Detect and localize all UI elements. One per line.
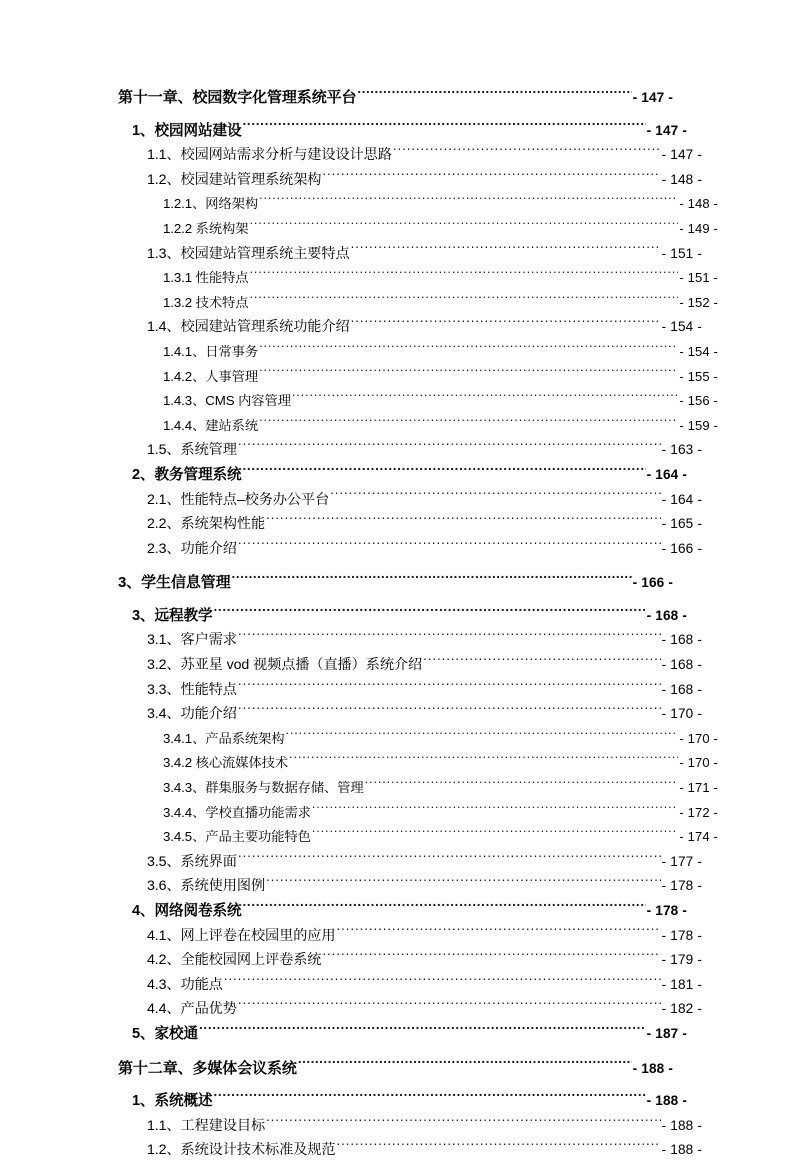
toc-entry-page-number: - 188 - — [646, 1093, 687, 1109]
toc-entry[interactable] — [118, 801, 718, 826]
toc-entry[interactable] — [118, 242, 702, 267]
toc-dot-leader — [322, 950, 660, 964]
toc-entry-page-number: - 188 - — [661, 1142, 702, 1158]
toc-entry-title: 1.3、校园建站管理系统主要特点 — [147, 245, 350, 262]
toc-entry[interactable] — [118, 997, 702, 1022]
toc-dot-leader — [242, 120, 645, 135]
toc-entry[interactable] — [118, 512, 702, 537]
toc-entry-title: 1、校园网站建设 — [132, 122, 242, 139]
toc-entry[interactable] — [118, 850, 702, 875]
toc-dot-leader — [298, 1058, 632, 1073]
toc-entry[interactable] — [118, 291, 718, 316]
toc-entry[interactable] — [118, 776, 718, 801]
toc-entry-title: 1.3.2 技术特点 — [163, 294, 249, 310]
toc-entry-title: 3.4.5、产品主要功能特色 — [163, 829, 311, 845]
toc-entry[interactable] — [118, 628, 702, 653]
toc-entry[interactable] — [118, 1057, 673, 1082]
toc-dot-leader — [214, 1091, 646, 1106]
toc-entry-title: 3.6、系统使用图例 — [147, 878, 266, 895]
toc-dot-leader — [322, 170, 660, 184]
toc-entry-page-number: - 166 - — [661, 540, 702, 556]
toc-entry[interactable] — [118, 751, 718, 776]
toc-entry-title: 1.5、系统管理 — [147, 442, 237, 459]
toc-entry-title: 第十二章、多媒体会议系统 — [118, 1059, 297, 1077]
toc-entry-page-number: - 166 - — [632, 575, 673, 591]
toc-entry[interactable] — [118, 1089, 687, 1114]
toc-entry[interactable] — [118, 924, 702, 949]
toc-dot-leader — [266, 1116, 661, 1130]
toc-entry-title: 1.3.1 性能特点 — [163, 270, 249, 286]
toc-dot-leader — [312, 803, 679, 816]
toc-entry-title: 1.4.1、日常事务 — [163, 343, 259, 359]
toc-entry-page-number: - 168 - — [661, 657, 702, 673]
toc-entry[interactable] — [118, 537, 702, 562]
toc-entry[interactable] — [118, 571, 673, 596]
toc-dot-leader — [289, 754, 678, 767]
toc-entry-page-number: - 168 - — [661, 681, 702, 697]
toc-dot-leader — [232, 572, 632, 587]
toc-dot-leader — [266, 514, 661, 528]
toc-entry[interactable] — [118, 143, 702, 168]
toc-entry-page-number: - 170 - — [661, 706, 702, 722]
toc-entry[interactable] — [118, 168, 702, 193]
toc-entry-title: 3.4.1、产品系统架构 — [163, 730, 285, 746]
toc-entry-title: 3.4.4、学校直播功能需求 — [163, 804, 311, 820]
toc-entry[interactable] — [118, 948, 702, 973]
toc-entry-page-number: - 171 - — [679, 780, 718, 796]
toc-dot-leader — [238, 630, 661, 644]
toc-dot-leader — [238, 679, 661, 693]
toc-entry-title: 3.2、苏亚星 vod 视频点播（直播）系统介绍 — [147, 657, 423, 674]
toc-entry-page-number: - 182 - — [661, 1001, 702, 1017]
toc-dot-leader — [330, 489, 660, 503]
toc-entry-title: 1.2.1、网络架构 — [163, 196, 259, 212]
toc-dot-leader — [312, 828, 679, 841]
toc-entry-page-number: - 178 - — [646, 903, 687, 918]
toc-dot-leader — [357, 87, 631, 102]
toc-entry-page-number: - 179 - — [661, 952, 702, 968]
toc-entry[interactable] — [118, 678, 702, 703]
toc-entry-title: 第十一章、校园数字化管理系统平台 — [118, 89, 357, 106]
toc-entry-title: 1.4.3、CMS 内容管理 — [163, 393, 291, 409]
toc-dot-leader — [199, 1023, 646, 1038]
toc-entry[interactable] — [118, 1114, 702, 1139]
toc-entry[interactable] — [118, 874, 702, 899]
toc-entry[interactable] — [118, 192, 718, 217]
toc-entry-page-number: - 163 - — [661, 442, 702, 458]
toc-entry-page-number: - 187 - — [646, 1025, 687, 1041]
toc-entry-title: 1.4、校园建站管理系统功能介绍 — [147, 319, 350, 336]
toc-entry-page-number: - 168 - — [646, 607, 687, 623]
toc-dot-leader — [249, 293, 678, 306]
toc-entry[interactable] — [118, 365, 718, 390]
toc-dot-leader — [393, 145, 661, 159]
toc-entry-page-number: - 147 - — [632, 90, 673, 105]
toc-entry-page-number: - 177 - — [661, 853, 702, 869]
toc-entry-title: 2、教务管理系统 — [132, 466, 242, 483]
toc-dot-leader — [238, 704, 661, 718]
toc-dot-leader — [238, 440, 661, 454]
toc-dot-leader — [238, 539, 661, 553]
toc-dot-leader — [224, 975, 661, 989]
toc-entry-title: 2.3、功能介绍 — [147, 540, 237, 557]
toc-entry-title: 2.1、性能特点–校务办公平台 — [147, 491, 330, 508]
toc-entry-page-number: - 178 - — [661, 878, 702, 894]
toc-entry[interactable] — [118, 653, 702, 678]
toc-entry-title: 1.2.2 系统构架 — [163, 220, 249, 236]
toc-entry-page-number: - 147 - — [661, 147, 702, 163]
toc-dot-leader — [351, 317, 661, 331]
toc-entry[interactable] — [118, 119, 687, 144]
toc-dot-leader — [292, 392, 678, 405]
toc-dot-leader — [259, 416, 678, 429]
toc-entry[interactable] — [118, 899, 687, 924]
toc-entry-title: 2.2、系统架构性能 — [147, 516, 266, 533]
toc-entry-page-number: - 178 - — [661, 927, 702, 943]
toc-entry[interactable] — [118, 702, 702, 727]
toc-entry[interactable] — [118, 825, 718, 850]
toc-dot-leader — [259, 343, 678, 356]
toc-entry-title: 5、家校通 — [132, 1025, 198, 1042]
table-of-contents — [118, 86, 718, 1163]
toc-entry-title: 1.2、系统设计技术标准及规范 — [147, 1142, 336, 1159]
toc-entry-title: 1.4.2、人事管理 — [163, 368, 259, 384]
toc-entry-page-number: - 181 - — [661, 976, 702, 992]
toc-entry-page-number: - 148 - — [679, 196, 718, 212]
toc-entry-page-number: - 188 - — [632, 1060, 673, 1076]
toc-entry[interactable] — [118, 266, 718, 291]
toc-entry[interactable] — [118, 604, 687, 629]
toc-entry-page-number: - 164 - — [661, 491, 702, 507]
toc-entry-page-number: - 170 - — [679, 730, 718, 746]
toc-dot-leader — [238, 852, 661, 866]
toc-entry-title: 1.2、校园建站管理系统架构 — [147, 171, 322, 188]
toc-entry-page-number: - 159 - — [679, 417, 718, 433]
toc-dot-leader — [351, 243, 661, 257]
toc-dot-leader — [423, 655, 661, 669]
toc-entry[interactable] — [118, 1022, 687, 1047]
toc-entry-page-number: - 168 - — [661, 632, 702, 648]
toc-entry[interactable] — [118, 217, 718, 242]
toc-dot-leader — [336, 925, 660, 939]
toc-entry-title: 3、远程教学 — [132, 607, 213, 624]
toc-entry[interactable] — [118, 1138, 702, 1163]
toc-entry[interactable] — [118, 389, 718, 414]
toc-entry-page-number: - 151 - — [661, 245, 702, 261]
toc-entry-title: 3、学生信息管理 — [118, 574, 231, 592]
toc-entry-title: 3.4、功能介绍 — [147, 706, 237, 723]
toc-entry-page-number: - 188 - — [661, 1117, 702, 1133]
toc-entry-title: 1、系统概述 — [132, 1093, 213, 1110]
toc-entry-page-number: - 172 - — [679, 804, 718, 820]
toc-dot-leader — [242, 464, 645, 479]
toc-entry-page-number: - 154 - — [679, 343, 718, 359]
toc-entry[interactable] — [118, 727, 718, 752]
toc-entry-page-number: - 170 - — [679, 755, 718, 771]
toc-dot-leader — [242, 900, 645, 915]
toc-entry[interactable] — [118, 973, 702, 998]
toc-dot-leader — [259, 367, 678, 380]
toc-entry-page-number: - 164 - — [646, 466, 687, 482]
toc-entry[interactable] — [118, 315, 702, 340]
toc-dot-leader — [285, 730, 678, 743]
toc-entry-page-number: - 155 - — [679, 368, 718, 384]
toc-entry-title: 4.1、网上评卷在校园里的应用 — [147, 927, 336, 944]
toc-dot-leader — [266, 876, 661, 890]
toc-entry-title: 3.3、性能特点 — [147, 681, 237, 698]
toc-entry-title: 1.4.4、建站系统 — [163, 417, 259, 433]
toc-entry-title: 3.5、系统界面 — [147, 853, 237, 870]
toc-entry-page-number: - 154 - — [661, 319, 702, 335]
toc-entry[interactable] — [118, 340, 718, 365]
toc-entry-title: 3.4.3、群集服务与数据存储、管理 — [163, 780, 364, 796]
toc-entry[interactable] — [118, 414, 718, 439]
toc-entry[interactable] — [118, 463, 687, 488]
toc-entry-page-number: - 148 - — [661, 171, 702, 187]
toc-entry-title: 1.1、工程建设目标 — [147, 1117, 266, 1134]
toc-dot-leader — [249, 269, 678, 282]
toc-dot-leader — [336, 1140, 660, 1154]
toc-entry-page-number: - 147 - — [646, 122, 687, 138]
toc-entry-title: 4.3、功能点 — [147, 976, 223, 993]
toc-entry[interactable] — [118, 438, 702, 463]
toc-entry[interactable] — [118, 86, 673, 111]
toc-dot-leader — [365, 779, 679, 792]
toc-entry-page-number: - 174 - — [679, 829, 718, 845]
toc-entry-page-number: - 149 - — [679, 220, 718, 236]
toc-entry-page-number: - 156 - — [679, 393, 718, 409]
toc-entry-title: 3.1、客户需求 — [147, 632, 237, 649]
toc-entry-page-number: - 151 - — [679, 270, 718, 286]
toc-entry-title: 4.2、全能校园网上评卷系统 — [147, 952, 322, 969]
toc-entry[interactable] — [118, 488, 702, 513]
toc-dot-leader — [259, 195, 678, 208]
toc-entry-title: 4.4、产品优势 — [147, 1001, 237, 1018]
toc-entry-page-number: - 165 - — [661, 516, 702, 532]
toc-entry-title: 3.4.2 核心流媒体技术 — [163, 755, 289, 771]
toc-entry-title: 1.1、校园网站需求分析与建设设计思路 — [147, 147, 392, 164]
toc-entry-title: 4、网络阅卷系统 — [132, 903, 242, 919]
toc-dot-leader — [249, 220, 678, 233]
toc-dot-leader — [214, 605, 646, 620]
toc-dot-leader — [238, 999, 661, 1013]
toc-entry-page-number: - 152 - — [679, 294, 718, 310]
